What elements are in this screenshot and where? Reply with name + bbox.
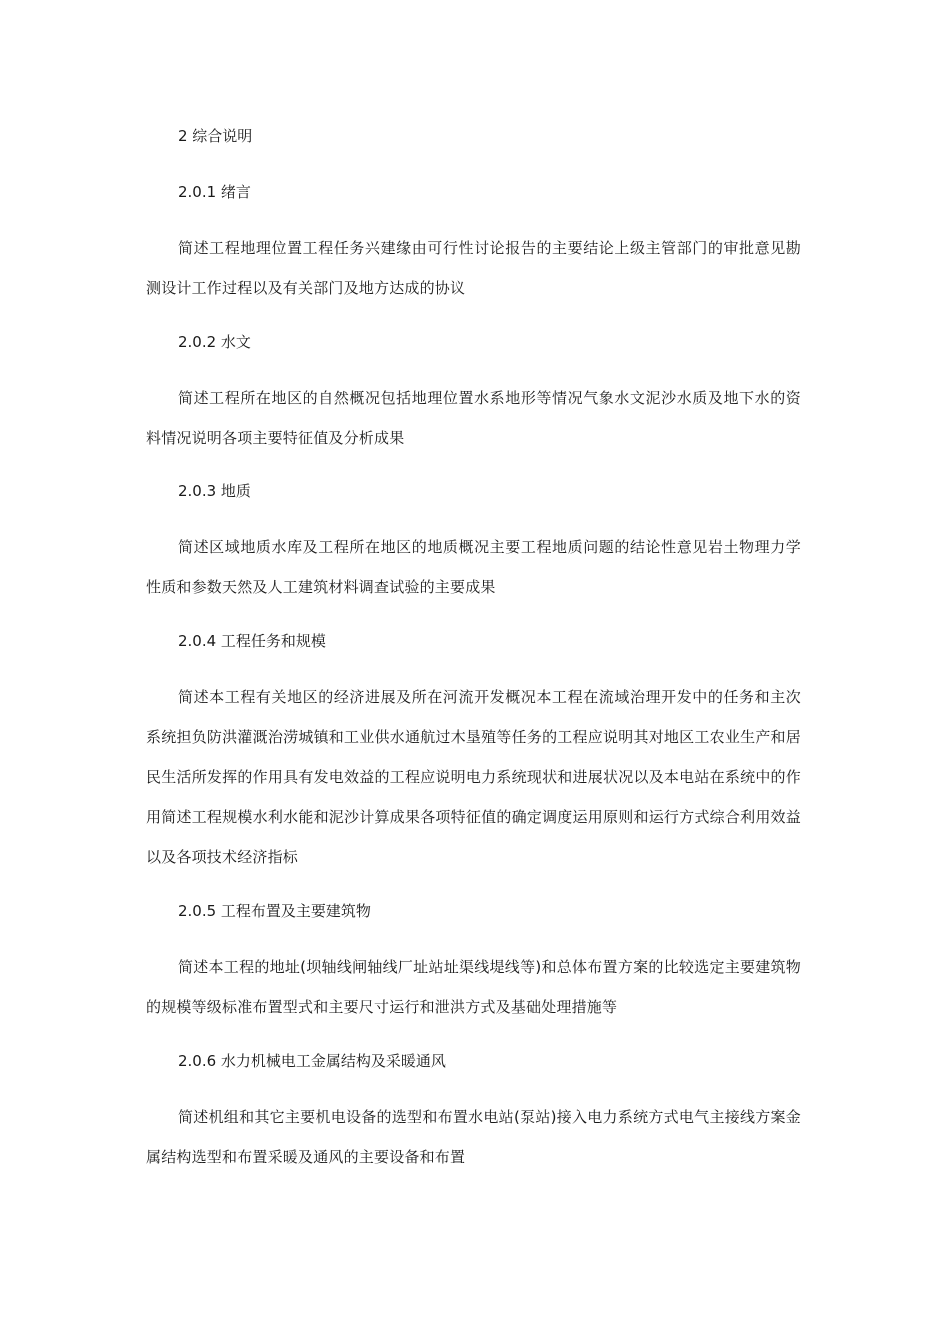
- section-heading: 2.0.3 地质: [178, 482, 251, 500]
- section-heading: 2.0.5 工程布置及主要建筑物: [178, 902, 371, 920]
- section-heading: 2 综合说明: [178, 127, 253, 145]
- section-paragraph: 简述本工程有关地区的经济进展及所在河流开发概况本工程在流域治理开发中的任务和主次系统担负防洪灌溉治涝城镇和工业供水通航过木垦殖等任务的工程应说明其对地区工农业生产和居民生活所发挥的作用具有发电效益的工程应说明电力系统现状和进展状况以及本电站在系统中的作用简述工程规模水利水能和泥沙计算成果各项特征值的确定调度运用原则和运行方式综合利用效益以及各项技术经济指标: [146, 688, 801, 866]
- section-heading: 2.0.2 水文: [178, 333, 251, 351]
- section-paragraph: 简述工程所在地区的自然概况包括地理位置水系地形等情况气象水文泥沙水质及地下水的资料情况说明各项主要特征值及分析成果: [146, 389, 801, 447]
- section-paragraph: 简述区域地质水库及工程所在地区的地质概况主要工程地质问题的结论性意见岩土物理力学性质和参数天然及人工建筑材料调查试验的主要成果: [146, 538, 801, 596]
- section-heading: 2.0.4 工程任务和规模: [178, 632, 326, 650]
- section-heading: 2.0.1 绪言: [178, 183, 251, 201]
- section-paragraph: 简述机组和其它主要机电设备的选型和布置水电站(泵站)接入电力系统方式电气主接线方案金属结构选型和布置采暖及通风的主要设备和布置: [146, 1108, 801, 1166]
- section-paragraph: 简述工程地理位置工程任务兴建缘由可行性讨论报告的主要结论上级主管部门的审批意见勘测设计工作过程以及有关部门及地方达成的协议: [146, 239, 801, 297]
- section-heading: 2.0.6 水力机械电工金属结构及采暖通风: [178, 1052, 446, 1070]
- section-paragraph: 简述本工程的地址(坝轴线闸轴线厂址站址渠线堤线等)和总体布置方案的比较选定主要建筑物的规模等级标准布置型式和主要尺寸运行和泄洪方式及基础处理措施等: [146, 958, 801, 1016]
